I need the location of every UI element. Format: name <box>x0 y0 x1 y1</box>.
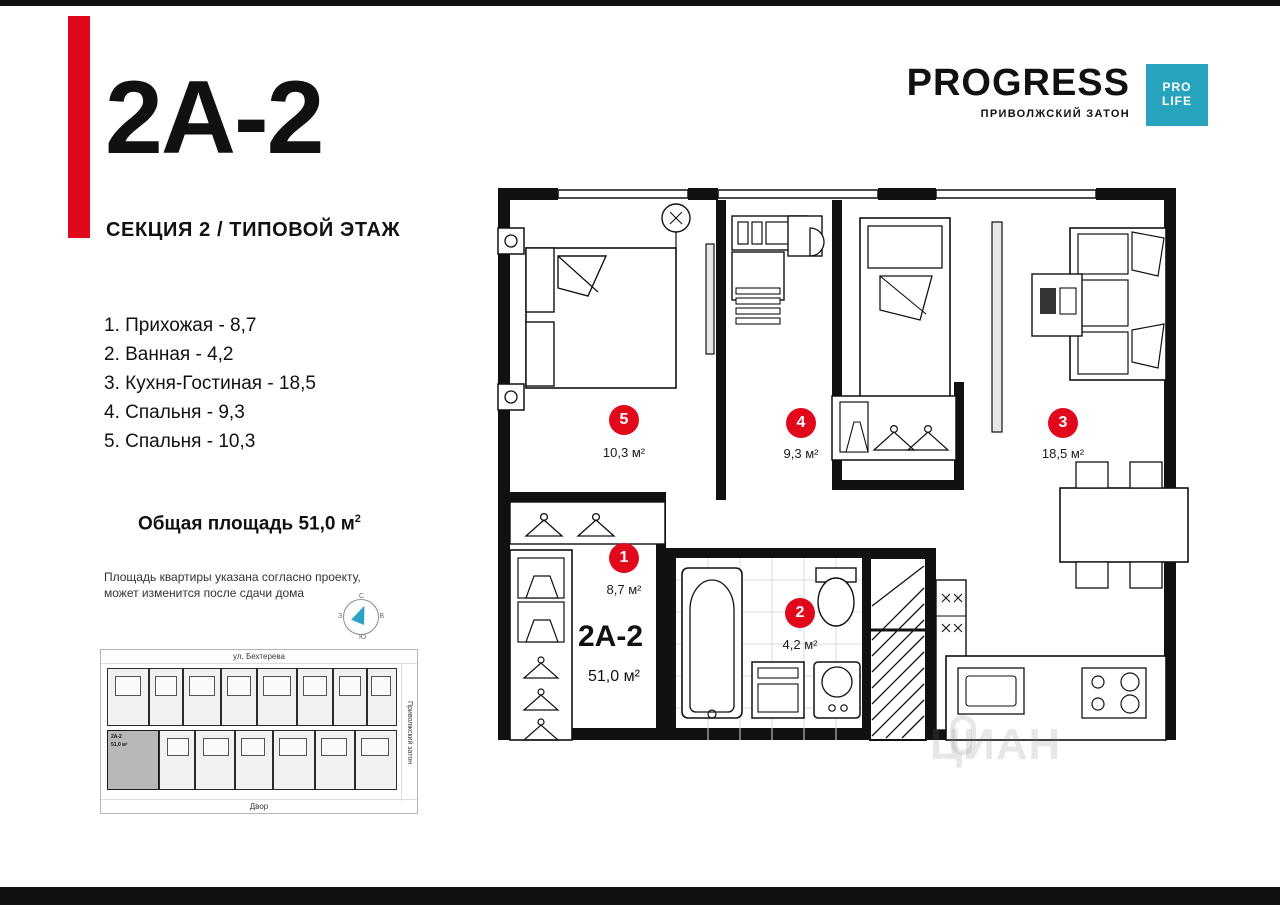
total-area <box>138 513 361 535</box>
page-title: 2A-2 <box>105 60 323 176</box>
compass-icon <box>338 594 384 640</box>
key-plan-subunit <box>263 676 291 696</box>
list-item: 3. Кухня-Гостиная - 18,5 <box>104 373 316 394</box>
logo-wordmark: PROGRESS <box>906 62 1130 104</box>
compass-label-south: Ю <box>359 634 367 641</box>
room-area-2: 4,2 м² <box>782 637 818 652</box>
plan-code-label: 2А-2 <box>578 620 644 653</box>
watermark-text: ЦИАН <box>930 720 1062 769</box>
logo-badge <box>1146 64 1208 126</box>
compass-label-west: З <box>338 613 343 620</box>
compass-label-east: В <box>379 613 384 620</box>
key-plan-highlighted-unit[interactable] <box>107 730 159 790</box>
key-plan-subunit <box>279 738 307 756</box>
key-plan-street-right: Приволжский затон <box>401 664 417 801</box>
logo-badge-top: PRO <box>1162 80 1192 94</box>
compass-label-north: С <box>359 593 365 600</box>
list-item: 1. Прихожая - 8,7 <box>104 315 257 336</box>
room-marker-1[interactable]: 1 <box>609 543 639 573</box>
total-area-text: Общая площадь 51,0 м <box>138 513 355 535</box>
total-area-superscript: 2 <box>354 513 361 525</box>
frame-bottom-bar <box>0 887 1280 905</box>
key-plan-highlight-area: 51,0 м² <box>111 742 128 748</box>
key-plan-canvas <box>107 668 397 794</box>
room-marker-5[interactable]: 5 <box>609 405 639 435</box>
disclaimer-text: Площадь квартиры указана согласно проекту, может изменится после сдачи дома <box>104 570 361 600</box>
key-plan-subunit <box>115 676 141 696</box>
room-area-1: 8,7 м² <box>606 582 642 597</box>
key-plan-highlight-code: 2А-2 <box>111 734 122 740</box>
key-plan-subunit <box>189 676 215 696</box>
key-plan-subunit <box>361 738 389 756</box>
key-plan-subunit <box>227 676 251 696</box>
key-plan-subunit <box>303 676 327 696</box>
list-item: 2. Ванная - 4,2 <box>104 344 234 365</box>
room-area-5: 10,3 м² <box>602 445 646 460</box>
plan-area-label: 51,0 м² <box>588 668 640 685</box>
list-item: 5. Спальня - 10,3 <box>104 431 256 452</box>
room-area-4: 9,3 м² <box>783 446 819 461</box>
key-plan-street-bottom: Двор <box>101 799 417 813</box>
room-marker-3[interactable]: 3 <box>1048 408 1078 438</box>
key-plan-subunit <box>155 676 177 696</box>
brand-logo <box>906 62 1208 128</box>
room-area-3: 18,5 м² <box>1041 446 1085 461</box>
list-item: 4. Спальня - 9,3 <box>104 402 245 423</box>
logo-subtitle: ПРИВОЛЖСКИЙ ЗАТОН <box>980 108 1130 120</box>
key-plan-subunit <box>167 738 189 756</box>
key-plan-subunit <box>339 676 361 696</box>
room-marker-4[interactable]: 4 <box>786 408 816 438</box>
accent-bar <box>68 16 90 238</box>
logo-badge-bottom: LIFE <box>1162 94 1192 108</box>
room-marker-2[interactable]: 2 <box>785 598 815 628</box>
room-list <box>104 311 316 456</box>
key-plan-subunit <box>203 738 229 756</box>
key-plan-street-top: ул. Бехтерева <box>101 650 417 664</box>
key-plan-subunit <box>321 738 347 756</box>
info-panel <box>0 6 470 887</box>
key-plan <box>100 649 418 814</box>
key-plan-subunit <box>241 738 265 756</box>
section-subtitle: СЕКЦИЯ 2 / ТИПОВОЙ ЭТАЖ <box>106 219 401 241</box>
key-plan-subunit <box>371 676 391 696</box>
